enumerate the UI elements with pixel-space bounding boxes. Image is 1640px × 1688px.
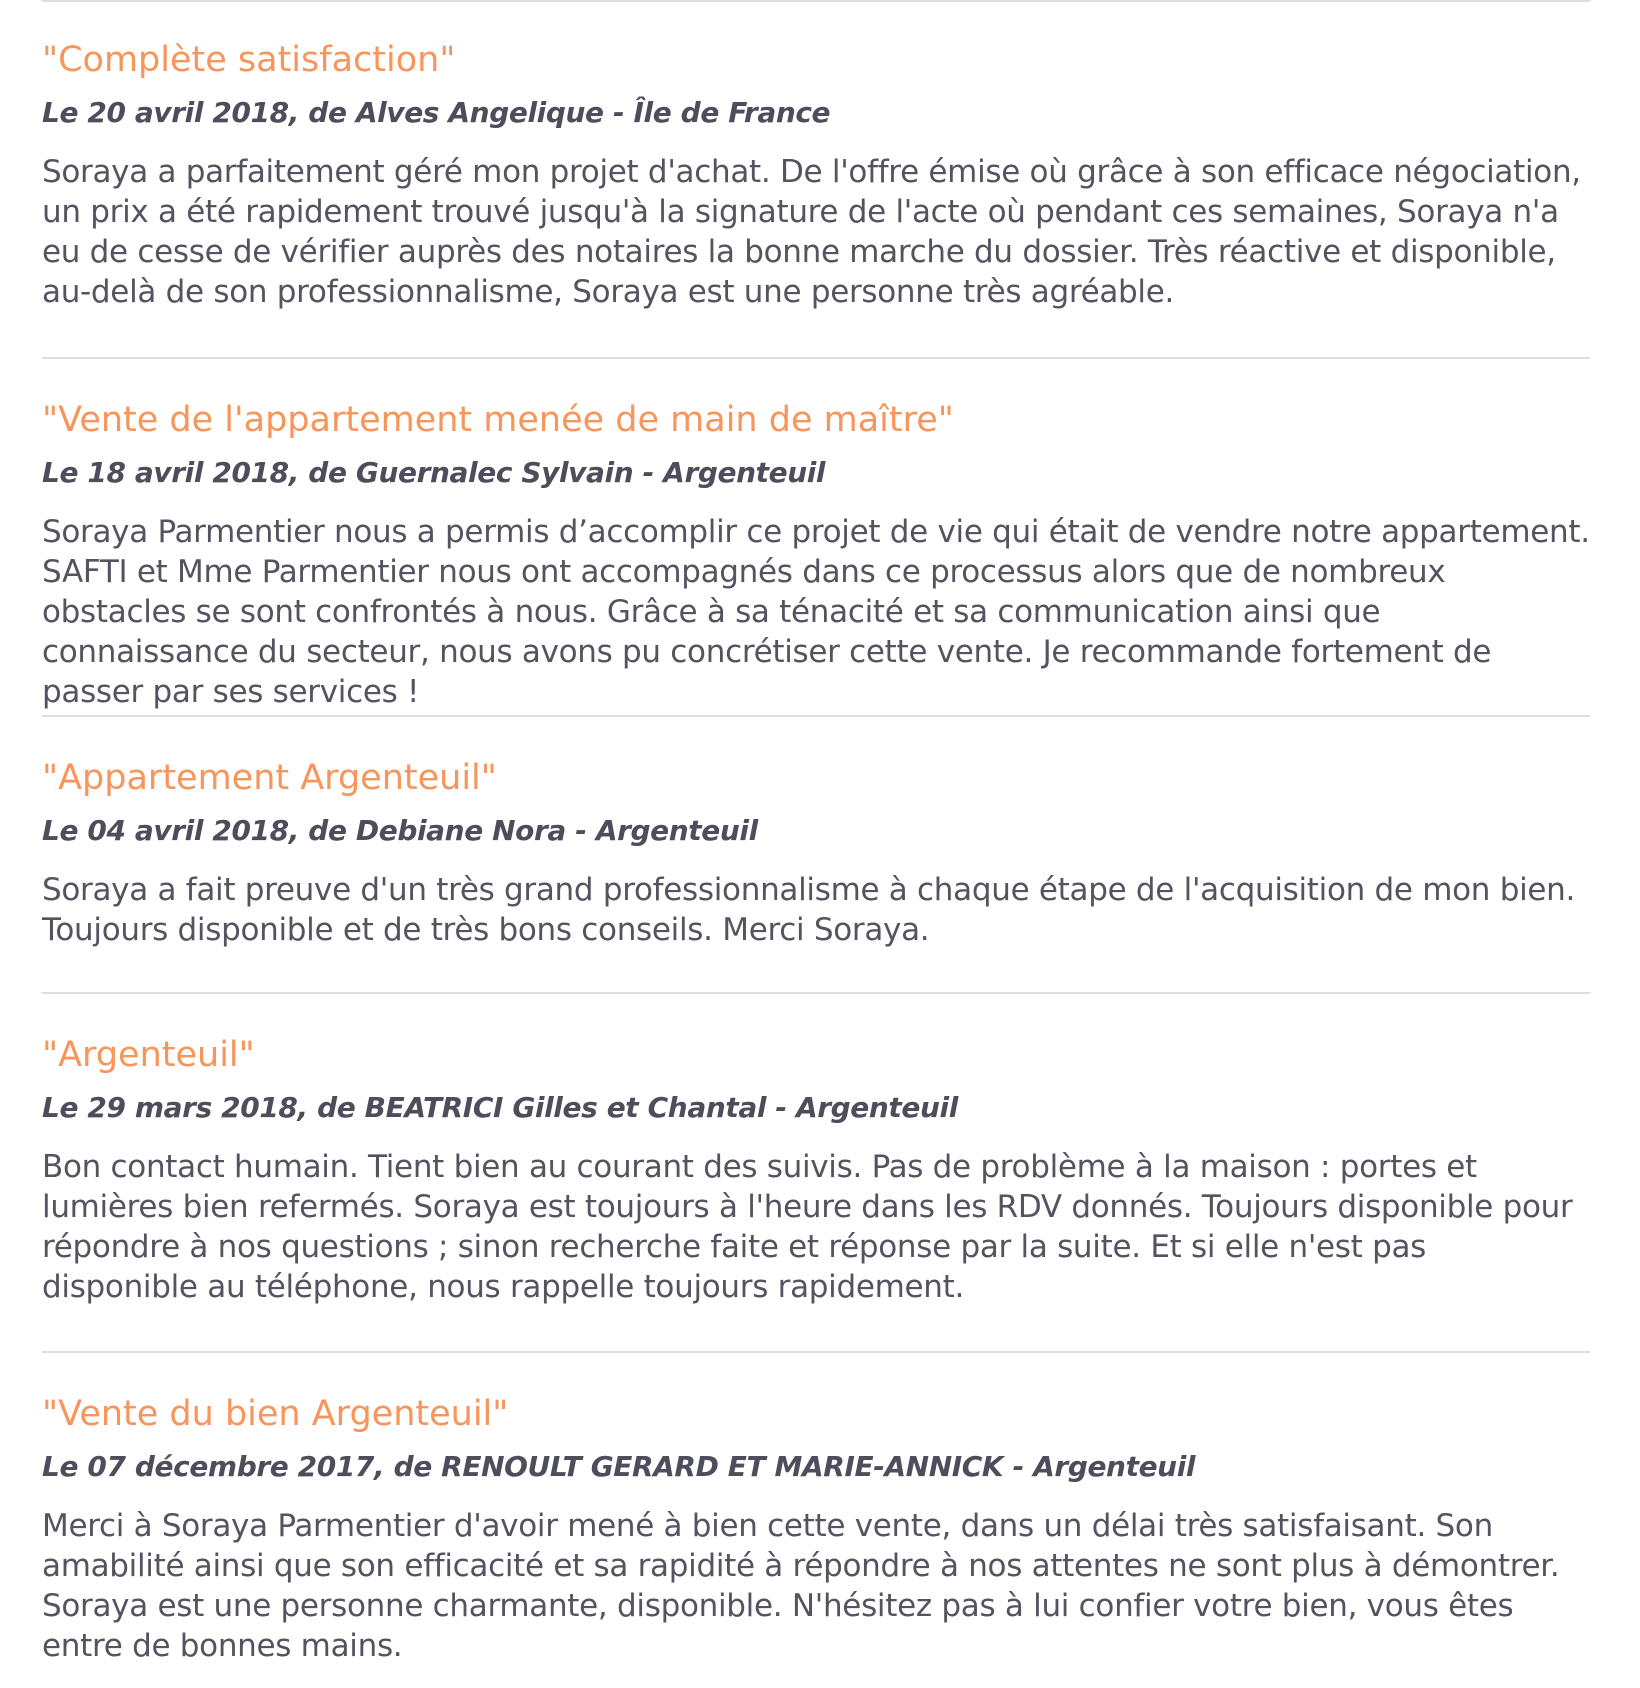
review-title: "Vente du bien Argenteuil" (42, 1394, 509, 1434)
review-meta: Le 20 avril 2018, de Alves Angelique - Île de France (42, 96, 831, 129)
review-title: "Complète satisfaction" (42, 40, 456, 80)
review-body: Merci à Soraya Parmentier d'avoir mené à bien cette vente, dans un délai très satisfaisant. Son amabilité ainsi que son efficacité et sa rapidité à répondre à nos attentes ne sont plus à démontrer. Soraya est une personne charmante, disponible. N'hésitez pas à lui confier votre bien, vous êtes entre de bonnes mains. (42, 1508, 1560, 1664)
review-body: Soraya a parfaitement géré mon projet d'achat. De l'offre émise où grâce à son efficace négociation, un prix a été rapidement trouvé jusqu'à la signature de l'acte où pendant ces semaines, Soraya n'a eu de cesse de vérifier auprès des notaires la bonne marche du dossier. Très réactive et disponible, au-delà de son professionnalisme, Soraya est une personne très agréable. (42, 154, 1581, 310)
review-title: "Argenteuil" (42, 1035, 255, 1075)
review-body: Soraya a fait preuve d'un très grand professionnalisme à chaque étape de l'acquisition de mon bien. Toujours disponible et de très bons conseils. Merci Soraya. (42, 872, 1576, 948)
divider (42, 357, 1590, 359)
review-meta: Le 04 avril 2018, de Debiane Nora - Argenteuil (42, 814, 758, 847)
divider (42, 0, 1590, 2)
review-title: "Vente de l'appartement menée de main de maître" (42, 400, 954, 440)
review-body: Soraya Parmentier nous a permis d’accomplir ce projet de vie qui était de vendre notre appartement. SAFTI et Mme Parmentier nous ont accompagnés dans ce processus alors que de nombreux obstacles se sont confrontés à nous. Grâce à sa ténacité et sa communication ainsi que connaissance du secteur, nous avons pu concrétiser cette vente. Je recommande fortement de passer par ses services ! (42, 514, 1590, 710)
divider (42, 715, 1590, 717)
divider (42, 1351, 1590, 1353)
review-body: Bon contact humain. Tient bien au courant des suivis. Pas de problème à la maison : portes et lumières bien refermés. Soraya est toujours à l'heure dans les RDV donnés. Toujours disponible pour répondre à nos questions ; sinon recherche faite et réponse par la suite. Et si elle n'est pas disponible au téléphone, nous rappelle toujours rapidement. (42, 1149, 1573, 1305)
review-title: "Appartement Argenteuil" (42, 758, 497, 798)
review-meta: Le 18 avril 2018, de Guernalec Sylvain - Argenteuil (42, 456, 826, 489)
divider (42, 992, 1590, 994)
review-meta: Le 29 mars 2018, de BEATRICI Gilles et Chantal - Argenteuil (42, 1091, 958, 1124)
review-meta: Le 07 décembre 2017, de RENOULT GERARD ET MARIE-ANNICK - Argenteuil (42, 1450, 1196, 1483)
